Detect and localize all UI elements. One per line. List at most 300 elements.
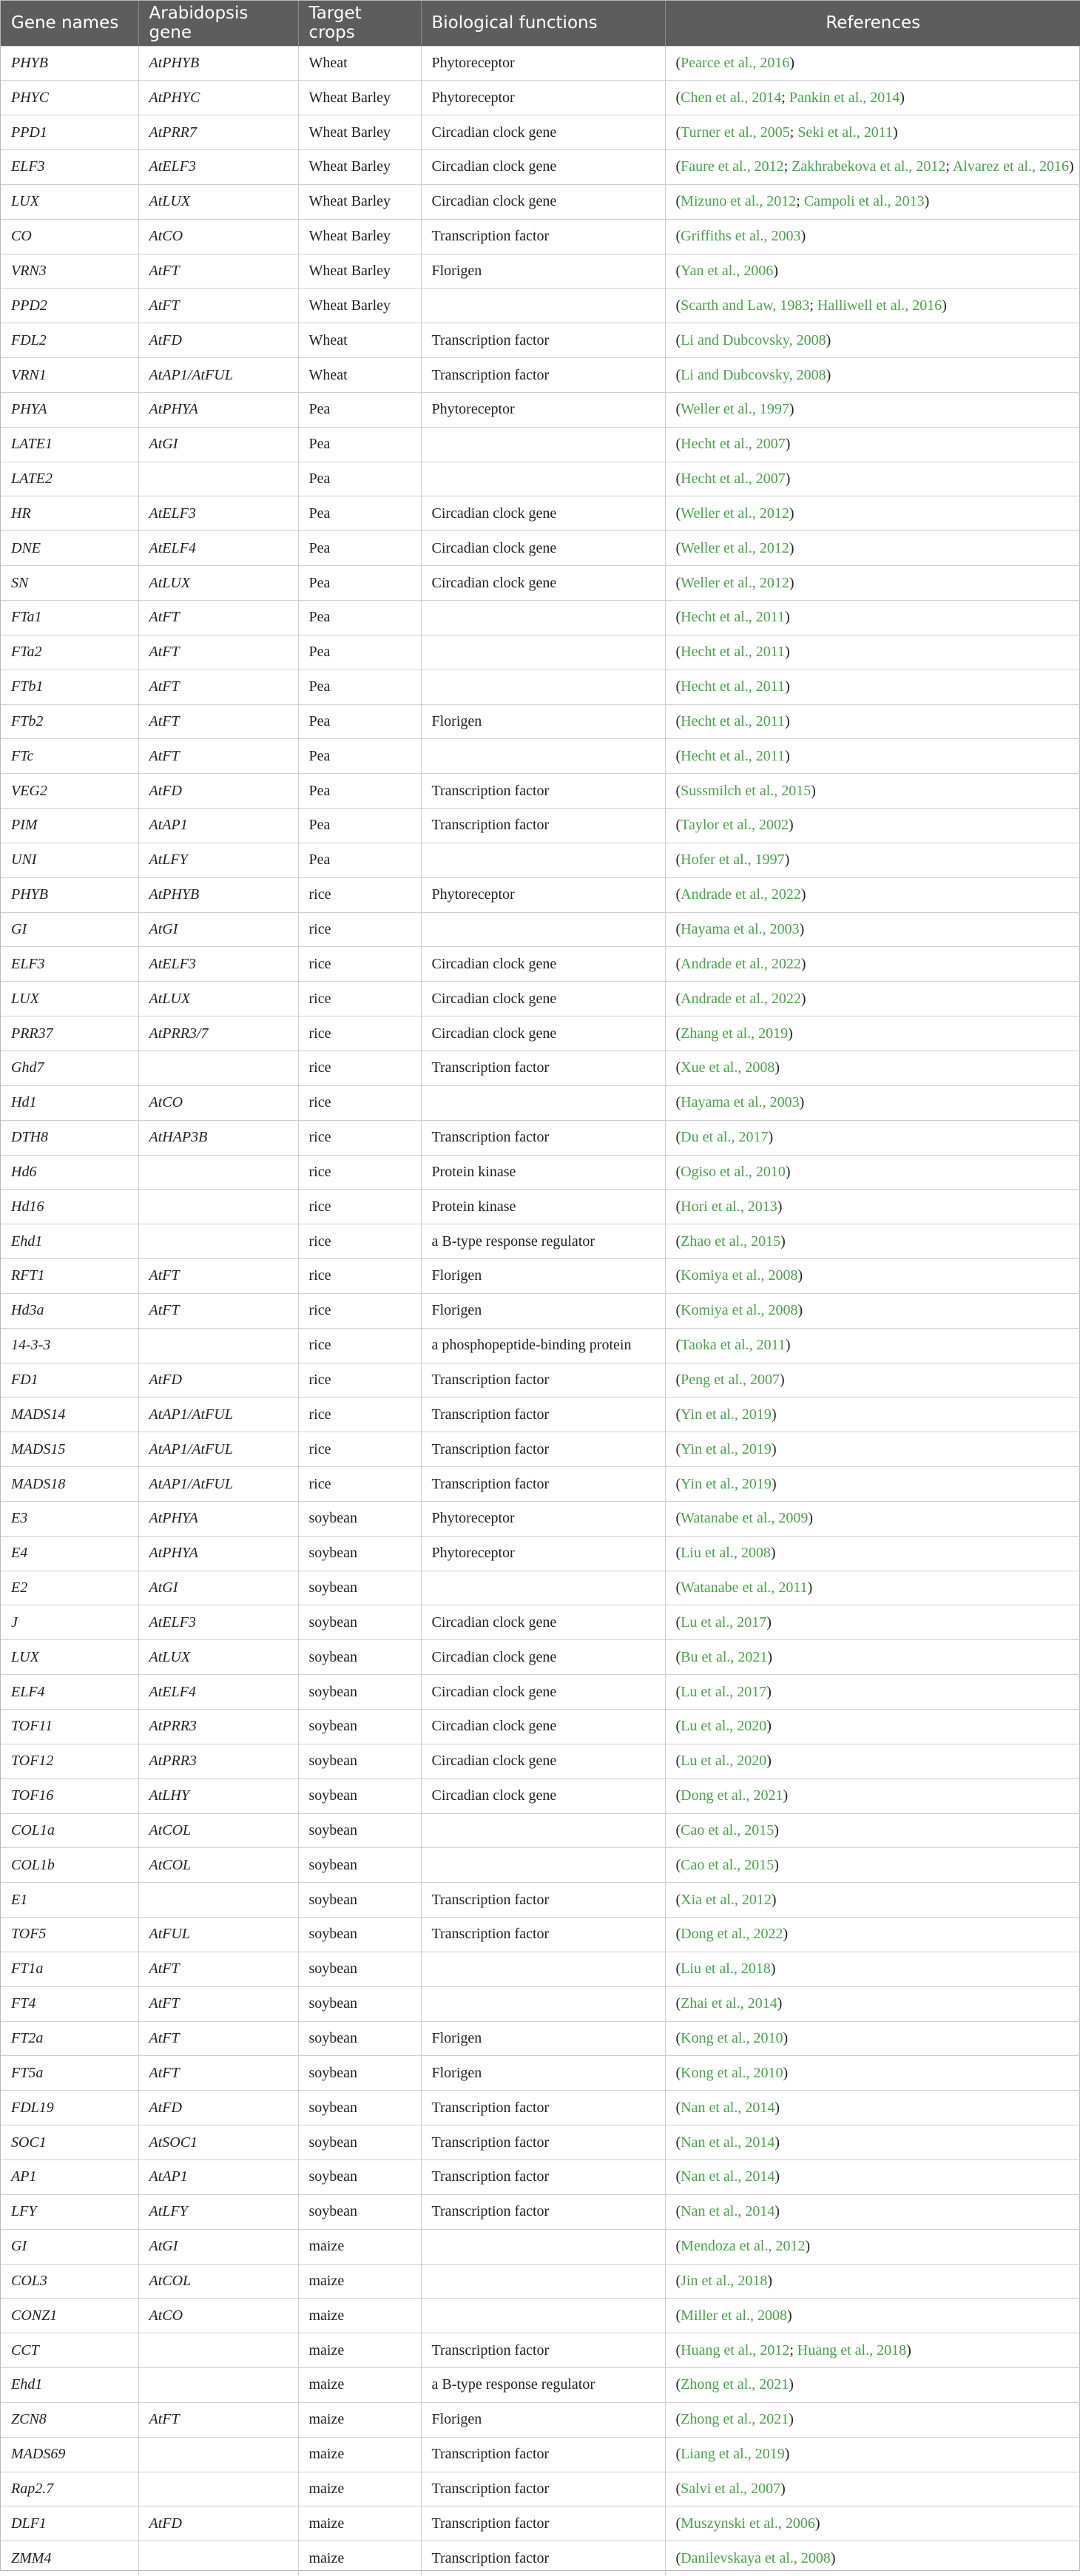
target-crop-cell: Wheat Barley <box>298 81 421 115</box>
reference-link[interactable]: Liu et al., 2018 <box>681 1960 771 1977</box>
reference-link[interactable]: Li and Dubcovsky, 2008 <box>681 366 826 383</box>
references-cell: (Komiya et al., 2008) <box>665 1259 1080 1294</box>
table-row <box>1 1918 1080 1952</box>
gene-name-cell: PIM <box>1 809 138 843</box>
gene-name-cell: MADS18 <box>1 1467 138 1502</box>
gene-name-cell: CO <box>1 219 138 254</box>
reference-link[interactable]: Lu et al., 2020 <box>681 1753 767 1770</box>
references-cell: (Weller et al., 2012) <box>665 566 1080 601</box>
reference-link[interactable]: Hecht et al., 2011 <box>681 644 786 661</box>
target-crop-cell: Pea <box>298 531 421 566</box>
biological-function-cell: Transcription factor <box>421 2091 665 2125</box>
references-cell: (Nan et al., 2014) <box>665 2159 1080 2194</box>
table-row <box>1 1883 1080 1918</box>
arabidopsis-gene-cell: AtCO <box>138 219 298 254</box>
reference-link[interactable]: Hecht et al., 2011 <box>681 747 786 764</box>
arabidopsis-gene-cell: AtELF3 <box>138 947 298 982</box>
header-biological-functions: Biological functions <box>421 1 665 46</box>
biological-function-cell: Florigen <box>421 2056 665 2091</box>
references-cell: (Zhang et al., 2019) <box>665 1016 1080 1051</box>
references-cell: (Weller et al., 2012) <box>665 496 1080 531</box>
biological-function-cell: a phosphopeptide-binding protein <box>421 1328 665 1363</box>
table-row <box>1 2437 1080 2472</box>
biological-function-cell: Phytoreceptor <box>421 392 665 427</box>
references-cell: (Li and Dubcovsky, 2008) <box>665 358 1080 393</box>
reference-link[interactable]: Miller et al., 2008 <box>681 2307 788 2324</box>
biological-function-cell: Florigen <box>421 704 665 739</box>
arabidopsis-gene-cell: AtELF4 <box>138 531 298 566</box>
table-row <box>1 2333 1080 2368</box>
reference-link[interactable]: Danilevskaya et al., 2008 <box>681 2549 831 2566</box>
target-crop-cell: maize <box>298 2368 421 2403</box>
references-cell: (Kong et al., 2010) <box>665 2021 1080 2056</box>
target-crop-cell: rice <box>298 1432 421 1467</box>
gene-name-cell: ELF3 <box>1 947 138 982</box>
arabidopsis-gene-cell: AtPHYB <box>138 46 298 81</box>
gene-name-cell: FDL19 <box>1 2091 138 2125</box>
gene-name-cell: PHYB <box>1 46 138 81</box>
reference-link[interactable]: Weller et al., 2012 <box>681 505 789 522</box>
reference-link[interactable]: Halliwell et al., 2016 <box>817 297 942 314</box>
table-row <box>1 1640 1080 1675</box>
arabidopsis-gene-cell: AtAP1/AtFUL <box>138 358 298 393</box>
target-crop-cell: rice <box>298 1467 421 1502</box>
gene-name-cell: E4 <box>1 1536 138 1571</box>
reference-link[interactable]: Liang et al., 2019 <box>681 2446 785 2463</box>
arabidopsis-gene-cell: AtELF3 <box>138 1605 298 1640</box>
header-gene-names: Gene names <box>1 1 138 46</box>
arabidopsis-gene-cell: AtFT <box>138 635 298 670</box>
references-cell: (Zhong et al., 2021) <box>665 2368 1080 2403</box>
reference-link[interactable]: Komiya et al., 2008 <box>681 1302 798 1319</box>
table-row <box>1 2368 1080 2403</box>
reference-link[interactable]: Mizuno et al., 2012 <box>681 193 797 210</box>
references-cell: (Liu et al., 2018) <box>665 1952 1080 1986</box>
gene-name-cell: TOF16 <box>1 1778 138 1813</box>
biological-function-cell: Transcription factor <box>421 1397 665 1432</box>
table-row <box>1 1016 1080 1051</box>
table-row <box>1 635 1080 670</box>
table-row <box>1 774 1080 809</box>
arabidopsis-gene-cell: AtPHYB <box>138 877 298 912</box>
target-crop-cell: soybean <box>298 1778 421 1813</box>
gene-name-cell: MADS15 <box>1 1432 138 1467</box>
biological-function-cell: Transcription factor <box>421 2506 665 2541</box>
reference-link[interactable]: Alvarez et al., 2016 <box>952 158 1070 175</box>
references-cell: (Lu et al., 2017) <box>665 1675 1080 1710</box>
gene-name-cell: PPD2 <box>1 289 138 323</box>
gene-name-cell: VEG2 <box>1 774 138 809</box>
references-cell: (Cao et al., 2015) <box>665 1848 1080 1883</box>
arabidopsis-gene-cell <box>138 1883 298 1918</box>
table-row <box>1 46 1080 81</box>
target-crop-cell: rice <box>298 1190 421 1224</box>
references-cell: (Xia et al., 2012) <box>665 1883 1080 1918</box>
gene-name-cell: RFT1 <box>1 1259 138 1294</box>
arabidopsis-gene-cell: AtPRR7 <box>138 115 298 150</box>
arabidopsis-gene-cell: AtCOL <box>138 1848 298 1883</box>
biological-function-cell: Circadian clock gene <box>421 1016 665 1051</box>
reference-link[interactable]: Andrade et al., 2022 <box>681 955 801 972</box>
gene-name-cell: CONZ1 <box>1 2299 138 2333</box>
reference-link[interactable]: Zakhrabekova et al., 2012 <box>792 158 946 175</box>
references-cell: (Salvi et al., 2007) <box>665 2472 1080 2506</box>
gene-name-cell: MADS69 <box>1 2437 138 2472</box>
reference-link[interactable]: Campoli et al., 2013 <box>803 193 925 210</box>
biological-function-cell: Protein kinase <box>421 1155 665 1190</box>
target-crop-cell: soybean <box>298 1536 421 1571</box>
references-cell: (Zhao et al., 2015) <box>665 1224 1080 1259</box>
references-cell: (Mendoza et al., 2012) <box>665 2229 1080 2264</box>
arabidopsis-gene-cell: AtLUX <box>138 566 298 601</box>
biological-function-cell: Transcription factor <box>421 2125 665 2160</box>
reference-link[interactable]: Huang et al., 2018 <box>797 2341 907 2358</box>
biological-function-cell: Circadian clock gene <box>421 1710 665 1744</box>
gene-name-cell: E2 <box>1 1571 138 1605</box>
table-row <box>1 1293 1080 1328</box>
arabidopsis-gene-cell: AtHAP3B <box>138 1120 298 1155</box>
reference-link[interactable]: Weller et al., 1997 <box>681 401 789 418</box>
biological-function-cell <box>421 912 665 947</box>
biological-function-cell: Transcription factor <box>421 774 665 809</box>
table-row <box>1 982 1080 1016</box>
reference-link[interactable]: Hecht et al., 2011 <box>681 712 786 729</box>
reference-link[interactable]: Griffiths et al., 2003 <box>681 228 801 245</box>
target-crop-cell: rice <box>298 1155 421 1190</box>
arabidopsis-gene-cell <box>138 1328 298 1363</box>
references-cell: (Yin et al., 2019) <box>665 1397 1080 1432</box>
target-crop-cell: soybean <box>298 1918 421 1952</box>
reference-link[interactable]: Weller et al., 2012 <box>681 574 789 591</box>
reference-link[interactable]: Hecht et al., 2007 <box>681 436 786 453</box>
target-crop-cell: rice <box>298 1259 421 1294</box>
biological-function-cell <box>421 843 665 877</box>
biological-function-cell <box>421 462 665 496</box>
references-cell: (Yan et al., 2006) <box>665 254 1080 289</box>
reference-link[interactable]: Watanabe et al., 2009 <box>681 1510 809 1527</box>
references-cell: (Dong et al., 2022) <box>665 1918 1080 1952</box>
table-row <box>1 2056 1080 2091</box>
target-crop-cell: Wheat Barley <box>298 254 421 289</box>
reference-link[interactable]: Jin et al., 2018 <box>681 2272 768 2289</box>
arabidopsis-gene-cell: AtFD <box>138 774 298 809</box>
reference-link[interactable]: Komiya et al., 2008 <box>681 1267 798 1284</box>
reference-link[interactable]: Dong et al., 2022 <box>681 1926 783 1943</box>
arabidopsis-gene-cell <box>138 2333 298 2368</box>
table-row <box>1 1085 1080 1120</box>
arabidopsis-gene-cell: AtFD <box>138 1363 298 1397</box>
references-cell: (Lu et al., 2020) <box>665 1710 1080 1744</box>
reference-link[interactable]: Weller et al., 2012 <box>681 539 789 556</box>
reference-link[interactable]: Zhong et al., 2021 <box>681 2376 789 2393</box>
references-cell: (Miller et al., 2008) <box>665 2299 1080 2333</box>
table-row <box>1 2125 1080 2160</box>
target-crop-cell: rice <box>298 877 421 912</box>
reference-link[interactable]: Peng et al., 2007 <box>681 1371 780 1388</box>
gene-name-cell: SN <box>1 566 138 601</box>
arabidopsis-gene-cell: AtLUX <box>138 1640 298 1675</box>
table-row <box>1 2194 1080 2229</box>
arabidopsis-gene-cell: AtPHYA <box>138 1501 298 1536</box>
target-crop-cell: Pea <box>298 670 421 704</box>
references-cell: (Scarth and Law, 1983; Halliwell et al., 2016) <box>665 289 1080 323</box>
target-crop-cell: Pea <box>298 566 421 601</box>
arabidopsis-gene-cell: AtCOL <box>138 2264 298 2299</box>
reference-link[interactable]: Nan et al., 2014 <box>681 2203 775 2220</box>
biological-function-cell: Transcription factor <box>421 1467 665 1502</box>
references-cell: (Weller et al., 2012) <box>665 531 1080 566</box>
references-cell: (Mizuno et al., 2012; Campoli et al., 2013) <box>665 184 1080 219</box>
reference-link[interactable]: Andrade et al., 2022 <box>681 886 801 903</box>
gene-name-cell: PHYC <box>1 81 138 115</box>
table-row <box>1 1605 1080 1640</box>
reference-link[interactable]: Cao et al., 2015 <box>681 1821 774 1838</box>
target-crop-cell: soybean <box>298 2056 421 2091</box>
references-cell: (Hecht et al., 2007) <box>665 427 1080 462</box>
references-cell: (Watanabe et al., 2009) <box>665 1501 1080 1536</box>
gene-name-cell: DNE <box>1 531 138 566</box>
reference-link[interactable]: Sussmilch et al., 2015 <box>681 782 811 799</box>
biological-function-cell: Transcription factor <box>421 1432 665 1467</box>
references-cell: (Kong et al., 2010) <box>665 2056 1080 2091</box>
header-target-crops: Target crops <box>298 1 421 46</box>
references-cell: (Hayama et al., 2003) <box>665 1085 1080 1120</box>
table-row <box>1 1571 1080 1605</box>
reference-link[interactable]: Huang et al., 2012 <box>681 2341 790 2358</box>
target-crop-cell: Wheat <box>298 323 421 358</box>
reference-link[interactable]: Mendoza et al., 2012 <box>681 2238 806 2255</box>
target-crop-cell: soybean <box>298 2125 421 2160</box>
gene-name-cell: FD1 <box>1 1363 138 1397</box>
reference-link[interactable]: Pankin et al., 2014 <box>789 89 900 106</box>
table-row <box>1 1952 1080 1986</box>
reference-link[interactable]: Hayama et al., 2003 <box>681 1094 800 1111</box>
biological-function-cell: a B-type response regulator <box>421 1224 665 1259</box>
reference-link[interactable]: Yin et al., 2019 <box>681 1406 772 1423</box>
table-row <box>1 358 1080 393</box>
arabidopsis-gene-cell: AtGI <box>138 912 298 947</box>
references-cell: (Yin et al., 2019) <box>665 1467 1080 1502</box>
gene-name-cell: E1 <box>1 1883 138 1918</box>
target-crop-cell: soybean <box>298 2021 421 2056</box>
reference-link[interactable]: Li and Dubcovsky, 2008 <box>681 331 826 348</box>
reference-link[interactable]: Yan et al., 2006 <box>681 262 774 279</box>
reference-link[interactable]: Hori et al., 2013 <box>681 1198 777 1215</box>
biological-function-cell: Transcription factor <box>421 2159 665 2194</box>
gene-name-cell: J <box>1 1605 138 1640</box>
arabidopsis-gene-cell: AtAP1 <box>138 809 298 843</box>
reference-link[interactable]: Kong et al., 2010 <box>681 2030 783 2047</box>
arabidopsis-gene-cell: AtLFY <box>138 843 298 877</box>
reference-link[interactable]: Lu et al., 2017 <box>681 1614 767 1631</box>
arabidopsis-gene-cell <box>138 2437 298 2472</box>
references-cell: (Danilevskaya et al., 2008) <box>665 2541 1080 2576</box>
gene-name-cell: ZCN8 <box>1 2402 138 2437</box>
gene-name-cell: FTa2 <box>1 635 138 670</box>
references-cell: (Hecht et al., 2007) <box>665 462 1080 496</box>
reference-link[interactable]: Taoka et al., 2011 <box>681 1337 786 1354</box>
target-crop-cell: soybean <box>298 1883 421 1918</box>
gene-name-cell: LFY <box>1 2194 138 2229</box>
references-cell: (Watanabe et al., 2011) <box>665 1571 1080 1605</box>
reference-link[interactable]: Xia et al., 2012 <box>681 1891 772 1908</box>
references-cell: (Hori et al., 2013) <box>665 1190 1080 1224</box>
table-row <box>1 427 1080 462</box>
reference-link[interactable]: Du et al., 2017 <box>681 1129 769 1146</box>
biological-function-cell: Circadian clock gene <box>421 115 665 150</box>
references-cell: (Lu et al., 2020) <box>665 1744 1080 1778</box>
reference-link[interactable]: Turner et al., 2005 <box>681 124 790 141</box>
reference-link[interactable]: Salvi et al., 2007 <box>681 2480 781 2497</box>
arabidopsis-gene-cell: AtAP1/AtFUL <box>138 1397 298 1432</box>
reference-link[interactable]: Nan et al., 2014 <box>681 2134 775 2151</box>
reference-link[interactable]: Watanabe et al., 2011 <box>681 1579 808 1596</box>
reference-link[interactable]: Zhong et al., 2021 <box>681 2411 789 2428</box>
reference-link[interactable]: Xue et al., 2008 <box>681 1059 775 1076</box>
reference-link[interactable]: Liu et al., 2008 <box>681 1545 771 1562</box>
gene-name-cell: UNI <box>1 843 138 877</box>
biological-function-cell: Transcription factor <box>421 2333 665 2368</box>
reference-link[interactable]: Zhang et al., 2019 <box>681 1025 789 1042</box>
table-row <box>1 1986 1080 2021</box>
biological-function-cell <box>421 601 665 635</box>
arabidopsis-gene-cell: AtPRR3/7 <box>138 1016 298 1051</box>
arabidopsis-gene-cell <box>138 462 298 496</box>
gene-name-cell: 14-3-3 <box>1 1328 138 1363</box>
reference-link[interactable]: Andrade et al., 2022 <box>681 990 801 1007</box>
reference-link[interactable]: Cao et al., 2015 <box>681 1856 774 1873</box>
gene-name-cell: HR <box>1 496 138 531</box>
table-row <box>1 1467 1080 1502</box>
reference-link[interactable]: Hayama et al., 2003 <box>681 921 800 938</box>
reference-link[interactable]: Hecht et al., 2007 <box>681 471 786 488</box>
target-crop-cell: Pea <box>298 704 421 739</box>
reference-link[interactable]: Faure et al., 2012 <box>681 158 784 175</box>
biological-function-cell: Circadian clock gene <box>421 566 665 601</box>
table-row <box>1 1675 1080 1710</box>
references-cell: (Du et al., 2017) <box>665 1120 1080 1155</box>
table-row <box>1 566 1080 601</box>
reference-link[interactable]: Yin et al., 2019 <box>681 1440 772 1457</box>
biological-function-cell: Phytoreceptor <box>421 877 665 912</box>
references-cell: (Faure et al., 2012; Zakhrabekova et al., 2012; Alvarez et al., 2016) <box>665 150 1080 185</box>
table-row <box>1 496 1080 531</box>
gene-name-cell: TOF11 <box>1 1710 138 1744</box>
target-crop-cell: Wheat Barley <box>298 184 421 219</box>
arabidopsis-gene-cell: AtFT <box>138 670 298 704</box>
gene-name-cell: ZMM4 <box>1 2541 138 2576</box>
table-row <box>1 601 1080 635</box>
reference-link[interactable]: Dong et al., 2021 <box>681 1787 783 1804</box>
target-crop-cell: soybean <box>298 2194 421 2229</box>
reference-link[interactable]: Seki et al., 2011 <box>797 124 893 141</box>
target-crop-cell: Pea <box>298 601 421 635</box>
table-row <box>1 1778 1080 1813</box>
biological-function-cell <box>421 2229 665 2264</box>
references-cell: (Komiya et al., 2008) <box>665 1293 1080 1328</box>
arabidopsis-gene-cell: AtFD <box>138 323 298 358</box>
table-row <box>1 531 1080 566</box>
gene-name-cell: COL3 <box>1 2264 138 2299</box>
table-row <box>1 1363 1080 1397</box>
reference-link[interactable]: Hofer et al., 1997 <box>681 852 785 869</box>
table-row <box>1 2229 1080 2264</box>
reference-link[interactable]: Zhao et al., 2015 <box>681 1233 781 1250</box>
references-cell: (Xue et al., 2008) <box>665 1051 1080 1085</box>
gene-name-cell: Ehd1 <box>1 1224 138 1259</box>
references-cell: (Nan et al., 2014) <box>665 2091 1080 2125</box>
biological-function-cell <box>421 1571 665 1605</box>
biological-function-cell <box>421 2299 665 2333</box>
reference-link[interactable]: Scarth and Law, 1983 <box>681 297 810 314</box>
gene-name-cell: Hd16 <box>1 1190 138 1224</box>
biological-function-cell: Transcription factor <box>421 1120 665 1155</box>
table-row <box>1 1710 1080 1744</box>
references-cell: (Sussmilch et al., 2015) <box>665 774 1080 809</box>
gene-name-cell: LATE2 <box>1 462 138 496</box>
biological-function-cell: Circadian clock gene <box>421 150 665 185</box>
arabidopsis-gene-cell: AtLHY <box>138 1778 298 1813</box>
table-row <box>1 115 1080 150</box>
arabidopsis-gene-cell: AtFT <box>138 739 298 774</box>
arabidopsis-gene-cell: AtAP1/AtFUL <box>138 1432 298 1467</box>
reference-link[interactable]: Taylor et al., 2002 <box>681 817 789 834</box>
target-crop-cell: rice <box>298 1293 421 1328</box>
gene-name-cell: Hd1 <box>1 1085 138 1120</box>
reference-link[interactable]: Pearce et al., 2016 <box>681 54 790 71</box>
gene-name-cell: GI <box>1 2229 138 2264</box>
references-cell: (Liu et al., 2008) <box>665 1536 1080 1571</box>
biological-function-cell: Transcription factor <box>421 2437 665 2472</box>
reference-link[interactable]: Hecht et al., 2011 <box>681 609 786 626</box>
reference-link[interactable]: Kong et al., 2010 <box>681 2064 783 2081</box>
reference-link[interactable]: Hecht et al., 2011 <box>681 678 786 695</box>
biological-function-cell <box>421 1085 665 1120</box>
reference-link[interactable]: Lu et al., 2020 <box>681 1718 767 1735</box>
gene-name-cell: LUX <box>1 1640 138 1675</box>
reference-link[interactable]: Yin et al., 2019 <box>681 1475 772 1492</box>
gene-name-cell: GI <box>1 912 138 947</box>
arabidopsis-gene-cell: AtELF3 <box>138 150 298 185</box>
reference-link[interactable]: Nan et al., 2014 <box>681 2168 775 2185</box>
reference-link[interactable]: Lu et al., 2017 <box>681 1683 767 1700</box>
biological-function-cell <box>421 1848 665 1883</box>
target-crop-cell: soybean <box>298 2159 421 2194</box>
biological-function-cell: Transcription factor <box>421 2541 665 2576</box>
reference-link[interactable]: Chen et al., 2014 <box>681 89 782 106</box>
reference-link[interactable]: Nan et al., 2014 <box>681 2099 775 2116</box>
arabidopsis-gene-cell: AtFT <box>138 289 298 323</box>
table-row <box>1 1397 1080 1432</box>
arabidopsis-gene-cell: AtFD <box>138 2091 298 2125</box>
arabidopsis-gene-cell <box>138 1224 298 1259</box>
reference-link[interactable]: Bu et al., 2021 <box>681 1648 768 1665</box>
reference-link[interactable]: Zhai et al., 2014 <box>681 1995 777 2012</box>
target-crop-cell: soybean <box>298 1501 421 1536</box>
biological-function-cell: Florigen <box>421 1293 665 1328</box>
reference-link[interactable]: Muszynski et al., 2006 <box>681 2515 815 2532</box>
gene-name-cell: E3 <box>1 1501 138 1536</box>
biological-function-cell <box>421 2264 665 2299</box>
target-crop-cell: Pea <box>298 739 421 774</box>
biological-function-cell: Circadian clock gene <box>421 1640 665 1675</box>
reference-link[interactable]: Ogiso et al., 2010 <box>681 1163 786 1180</box>
table-row <box>1 1155 1080 1190</box>
target-crop-cell: soybean <box>298 1744 421 1778</box>
references-cell: (Hofer et al., 1997) <box>665 843 1080 877</box>
arabidopsis-gene-cell: AtCO <box>138 2299 298 2333</box>
arabidopsis-gene-cell: AtGI <box>138 1571 298 1605</box>
